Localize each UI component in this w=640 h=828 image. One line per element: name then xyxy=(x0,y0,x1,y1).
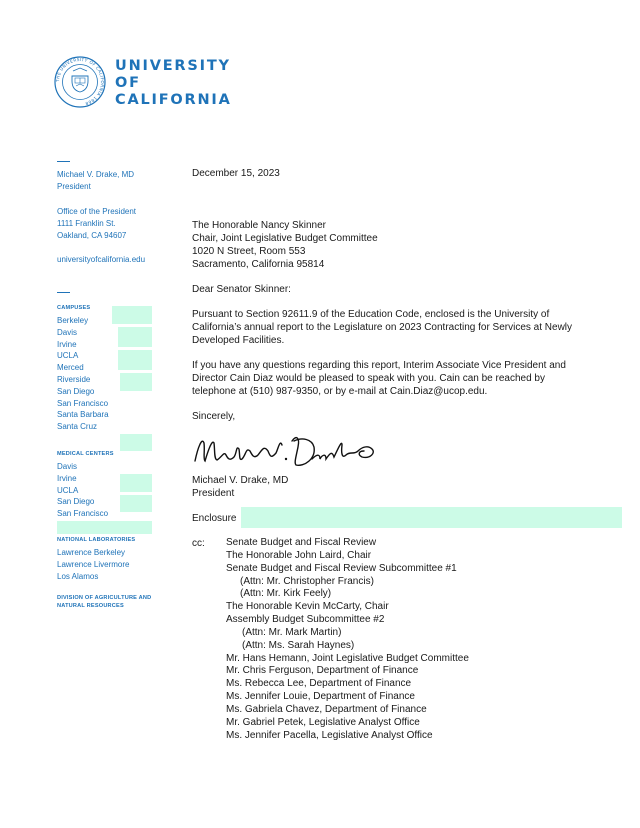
highlight-box xyxy=(120,373,152,391)
paragraph-2 xyxy=(192,359,566,398)
campus-item: Berkeley xyxy=(57,316,89,325)
sidebar-president-title: President xyxy=(57,182,91,191)
recipient-address xyxy=(192,219,378,271)
signature xyxy=(192,425,382,475)
sidebar-divider xyxy=(57,161,70,162)
highlight-box xyxy=(120,495,152,512)
highlight-box xyxy=(118,350,152,370)
campus-item: Santa Barbara xyxy=(57,410,109,420)
cc-item: The Honorable Kevin McCarty, Chair xyxy=(226,601,389,613)
cc-item: (Attn: Mr. Mark Martin) xyxy=(242,626,342,638)
paragraph-line: Pursuant to Section 92611.9 of the Education Code, enclosed is the University of xyxy=(192,309,550,320)
medical-center-item: San Francisco xyxy=(57,509,109,519)
campus-item: Irvine xyxy=(57,339,77,349)
cc-item: Senate Budget and Fiscal Review Subcommittee #1 xyxy=(226,562,457,574)
signer-block xyxy=(192,474,288,500)
cc-item: Ms. Rebecca Lee, Department of Finance xyxy=(226,678,412,690)
closing: Sincerely, xyxy=(192,411,236,422)
cc-list xyxy=(226,537,469,743)
cc-item: Ms. Jennifer Louie, Department of Finance xyxy=(226,691,415,703)
cc-item: Mr. Gabriel Petek, Legislative Analyst Office xyxy=(226,716,420,728)
highlight-box xyxy=(118,327,152,347)
campus-item: Santa Cruz xyxy=(57,422,98,432)
paragraph-1 xyxy=(192,308,572,347)
sidebar-office-line: Office of the President xyxy=(57,207,137,216)
paragraph-line: California’s annual report to the Legislature on 2023 Contracting for Services at Newly xyxy=(192,322,573,333)
labs-list xyxy=(57,547,129,582)
cc-item: Senate Budget and Fiscal Review xyxy=(226,537,377,548)
lab-item: Los Alamos xyxy=(57,571,99,581)
anr-heading xyxy=(57,595,151,610)
labs-heading: NATIONAL LABORATORIES xyxy=(57,537,136,543)
cc-item: Ms. Gabriela Chavez, Department of Finance xyxy=(226,703,427,715)
sidebar-office-line: Oakland, CA 94607 xyxy=(57,231,127,240)
cc-item: (Attn: Ms. Sarah Haynes) xyxy=(242,639,355,651)
sidebar-office-line: 1111 Franklin St. xyxy=(57,219,116,228)
signer-name: Michael V. Drake, MD xyxy=(192,475,289,486)
medical-center-item: Davis xyxy=(57,462,78,471)
enclosure-label: Enclosure xyxy=(192,513,237,524)
cc-item: Mr. Chris Ferguson, Department of Finance xyxy=(226,665,419,677)
medical-center-item: Irvine xyxy=(57,473,77,483)
recipient-line: 1020 N Street, Room 553 xyxy=(192,246,306,257)
campus-item: UCLA xyxy=(57,351,79,361)
recipient-line: Chair, Joint Legislative Budget Committee xyxy=(192,233,378,244)
anr-heading-line: NATURAL RESOURCES xyxy=(57,602,124,609)
medical-center-list xyxy=(57,461,108,520)
campuses-heading: CAMPUSES xyxy=(57,305,91,311)
paragraph-line: Director Cain Diaz would be pleased to speak with you. Cain can be reached by xyxy=(192,373,545,384)
cc-label: cc: xyxy=(192,538,205,549)
campus-item: Merced xyxy=(57,363,84,373)
letter-date: December 15, 2023 xyxy=(192,168,280,179)
medical-center-item: San Diego xyxy=(57,497,95,507)
recipient-line: The Honorable Nancy Skinner xyxy=(192,220,326,231)
cc-item: (Attn: Mr. Kirk Feely) xyxy=(240,588,332,600)
cc-item: (Attn: Mr. Christopher Francis) xyxy=(240,575,374,587)
signer-title: President xyxy=(192,488,235,499)
campus-item: Riverside xyxy=(57,374,91,384)
campus-list xyxy=(57,315,109,433)
anr-heading-line: DIVISION OF AGRICULTURE AND xyxy=(57,595,152,601)
campus-item: San Francisco xyxy=(57,398,109,408)
university-name-line: CALIFORNIA xyxy=(115,92,232,108)
lab-item: Lawrence Livermore xyxy=(57,559,130,569)
highlight-box xyxy=(57,521,152,534)
highlight-box xyxy=(120,434,152,451)
sidebar-divider xyxy=(57,292,70,293)
paragraph-line: Developed Facilities. xyxy=(192,335,285,346)
cc-item: Assembly Budget Subcommittee #2 xyxy=(226,614,385,626)
medical-centers-heading: MEDICAL CENTERS xyxy=(57,451,114,457)
campus-item: Davis xyxy=(57,327,78,337)
seal-text: THE UNIVERSITY OF CALIFORNIA 1868 xyxy=(54,56,106,107)
highlight-box xyxy=(112,306,152,324)
university-name-line: OF xyxy=(115,75,141,91)
medical-center-item: UCLA xyxy=(57,485,79,495)
highlight-box xyxy=(120,474,152,492)
paragraph-line: If you have any questions regarding this report, Interim Associate Vice President and xyxy=(192,360,566,371)
highlight-box xyxy=(241,507,622,528)
lab-item: Lawrence Berkeley xyxy=(57,548,126,557)
university-seal-logo xyxy=(54,56,106,108)
cc-item: Ms. Jennifer Pacella, Legislative Analyst Office xyxy=(226,729,433,741)
campus-item: San Diego xyxy=(57,386,95,396)
recipient-line: Sacramento, California 95814 xyxy=(192,259,325,270)
sidebar-website: universityofcalifornia.edu xyxy=(57,255,146,264)
sidebar-president-name: Michael V. Drake, MD xyxy=(57,170,135,179)
cc-item: Mr. Hans Hemann, Joint Legislative Budget Committee xyxy=(226,652,469,664)
salutation: Dear Senator Skinner: xyxy=(192,284,291,295)
cc-item: The Honorable John Laird, Chair xyxy=(226,549,372,561)
paragraph-line: telephone at (510) 987-9350, or by e-mail at Cain.Diaz@ucop.edu. xyxy=(192,386,488,397)
university-name-line: UNIVERSITY xyxy=(115,58,231,74)
